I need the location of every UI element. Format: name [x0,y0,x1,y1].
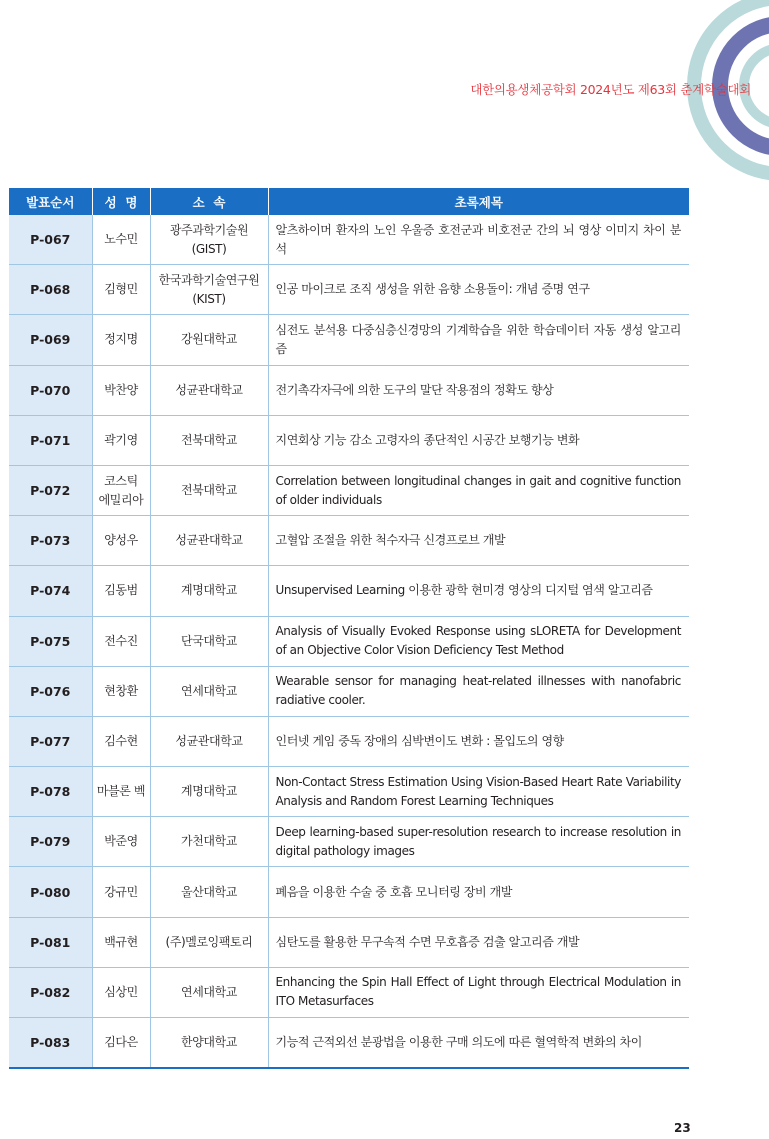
presenter-affiliation: 연세대학교 [150,967,268,1017]
presenter-affiliation: 광주과학기술원 (GIST) [150,215,268,265]
presenter-name: 김동범 [92,566,150,616]
abstract-title: 알츠하이머 환자의 노인 우울증 호전군과 비호전군 간의 뇌 영상 이미지 차이 분석 [268,215,689,265]
table-row [9,716,689,766]
abstract-title: 인공 마이크로 조직 생성을 위한 음향 소용돌이: 개념 증명 연구 [268,265,689,315]
presentation-code: P-076 [9,666,92,716]
presenter-affiliation: 성균관대학교 [150,716,268,766]
presenter-affiliation: 전북대학교 [150,465,268,515]
presenter-affiliation: 울산대학교 [150,867,268,917]
presentation-code: P-074 [9,566,92,616]
presentation-code: P-072 [9,465,92,515]
presentation-code: P-067 [9,215,92,265]
table-row [9,315,689,365]
presenter-name: 백규현 [92,917,150,967]
presentation-code: P-083 [9,1018,92,1069]
presentation-code: P-077 [9,716,92,766]
table-row [9,967,689,1017]
presenter-name: 김다은 [92,1018,150,1069]
presenter-name: 강규민 [92,867,150,917]
table-header-row [9,188,689,215]
abstract-title: Correlation between longitudinal changes in gait and cognitive function of older individuals [268,465,689,515]
header-title: 초록제목 [268,188,689,215]
table-row [9,566,689,616]
abstract-title: Deep learning-based super-resolution research to increase resolution in digital pathology images [268,817,689,867]
presenter-affiliation: 계명대학교 [150,767,268,817]
abstract-title: 지연회상 기능 감소 고령자의 종단적인 시공간 보행기능 변화 [268,415,689,465]
presentation-code: P-069 [9,315,92,365]
presenter-name: 현창환 [92,666,150,716]
table-row [9,867,689,917]
table-row [9,616,689,666]
presenter-affiliation: 성균관대학교 [150,365,268,415]
abstract-title: Analysis of Visually Evoked Response using sLORETA for Development of an Objective Color Vision Deficiency Test Method [268,616,689,666]
presenter-name: 양성우 [92,516,150,566]
abstract-title: Unsupervised Learning 이용한 광학 현미경 영상의 디지털 염색 알고리즘 [268,566,689,616]
abstract-title: 기능적 근적외선 분광법을 이용한 구매 의도에 따른 혈역학적 변화의 차이 [268,1018,689,1069]
abstract-title: Enhancing the Spin Hall Effect of Light through Electrical Modulation in ITO Metasurfaces [268,967,689,1017]
presentation-code: P-073 [9,516,92,566]
presenter-affiliation: 성균관대학교 [150,516,268,566]
abstract-title: 인터넷 게임 중독 장애의 심박변이도 변화 : 몰입도의 영향 [268,716,689,766]
presentation-code: P-070 [9,365,92,415]
abstract-title: 심탄도를 활용한 무구속적 수면 무호흡증 검출 알고리즘 개발 [268,917,689,967]
presenter-affiliation: 단국대학교 [150,616,268,666]
table-row [9,465,689,515]
presenter-affiliation: 한국과학기술연구원 (KIST) [150,265,268,315]
table-row [9,817,689,867]
table-row [9,1018,689,1069]
table-row [9,265,689,315]
presenter-name: 심상민 [92,967,150,1017]
table-row [9,917,689,967]
header-order: 발표순서 [9,188,92,215]
presenter-name: 코스틱 에밀리아 [92,465,150,515]
presenter-name: 마블론 벡 [92,767,150,817]
presenter-affiliation: 가천대학교 [150,817,268,867]
table-row [9,365,689,415]
presentation-schedule-table [9,188,689,1069]
table-row [9,516,689,566]
presenter-affiliation: 한양대학교 [150,1018,268,1069]
table-row [9,666,689,716]
presentation-code: P-078 [9,767,92,817]
abstract-title: 고혈압 조절을 위한 척수자극 신경프로브 개발 [268,516,689,566]
abstract-title: 전기촉각자극에 의한 도구의 말단 작용점의 정확도 향상 [268,365,689,415]
presenter-name: 전수진 [92,616,150,666]
presentation-code: P-079 [9,817,92,867]
abstract-title: 폐음을 이용한 수술 중 호흡 모니터링 장비 개발 [268,867,689,917]
presentation-code: P-082 [9,967,92,1017]
presenter-affiliation: 계명대학교 [150,566,268,616]
presenter-name: 박준영 [92,817,150,867]
conference-title: 대한의용생체공학회 2024년도 제63회 춘계학술대회 [470,82,751,97]
presenter-name: 정지명 [92,315,150,365]
presenter-affiliation: (주)멜로잉팩토리 [150,917,268,967]
presentation-code: P-075 [9,616,92,666]
presentation-code: P-081 [9,917,92,967]
page-number: 23 [674,1121,691,1135]
presenter-affiliation: 강원대학교 [150,315,268,365]
table-row [9,415,689,465]
presentation-code: P-068 [9,265,92,315]
table-row [9,767,689,817]
abstract-title: Non-Contact Stress Estimation Using Vision-Based Heart Rate Variability Analysis and Random Forest Learning Techniques [268,767,689,817]
presentation-code: P-080 [9,867,92,917]
presenter-name: 노수민 [92,215,150,265]
presenter-name: 박찬양 [92,365,150,415]
abstract-title: Wearable sensor for managing heat-related illnesses with nanofabric radiative cooler. [268,666,689,716]
table-body [9,215,689,1068]
presenter-name: 김수현 [92,716,150,766]
presenter-affiliation: 연세대학교 [150,666,268,716]
presenter-name: 김형민 [92,265,150,315]
header-affiliation: 소 속 [150,188,268,215]
header-name: 성 명 [92,188,150,215]
table-row [9,215,689,265]
presenter-name: 곽기영 [92,415,150,465]
presentation-code: P-071 [9,415,92,465]
abstract-title: 심전도 분석용 다중심층신경망의 기계학습을 위한 학습데이터 자동 생성 알고리즘 [268,315,689,365]
presenter-affiliation: 전북대학교 [150,415,268,465]
